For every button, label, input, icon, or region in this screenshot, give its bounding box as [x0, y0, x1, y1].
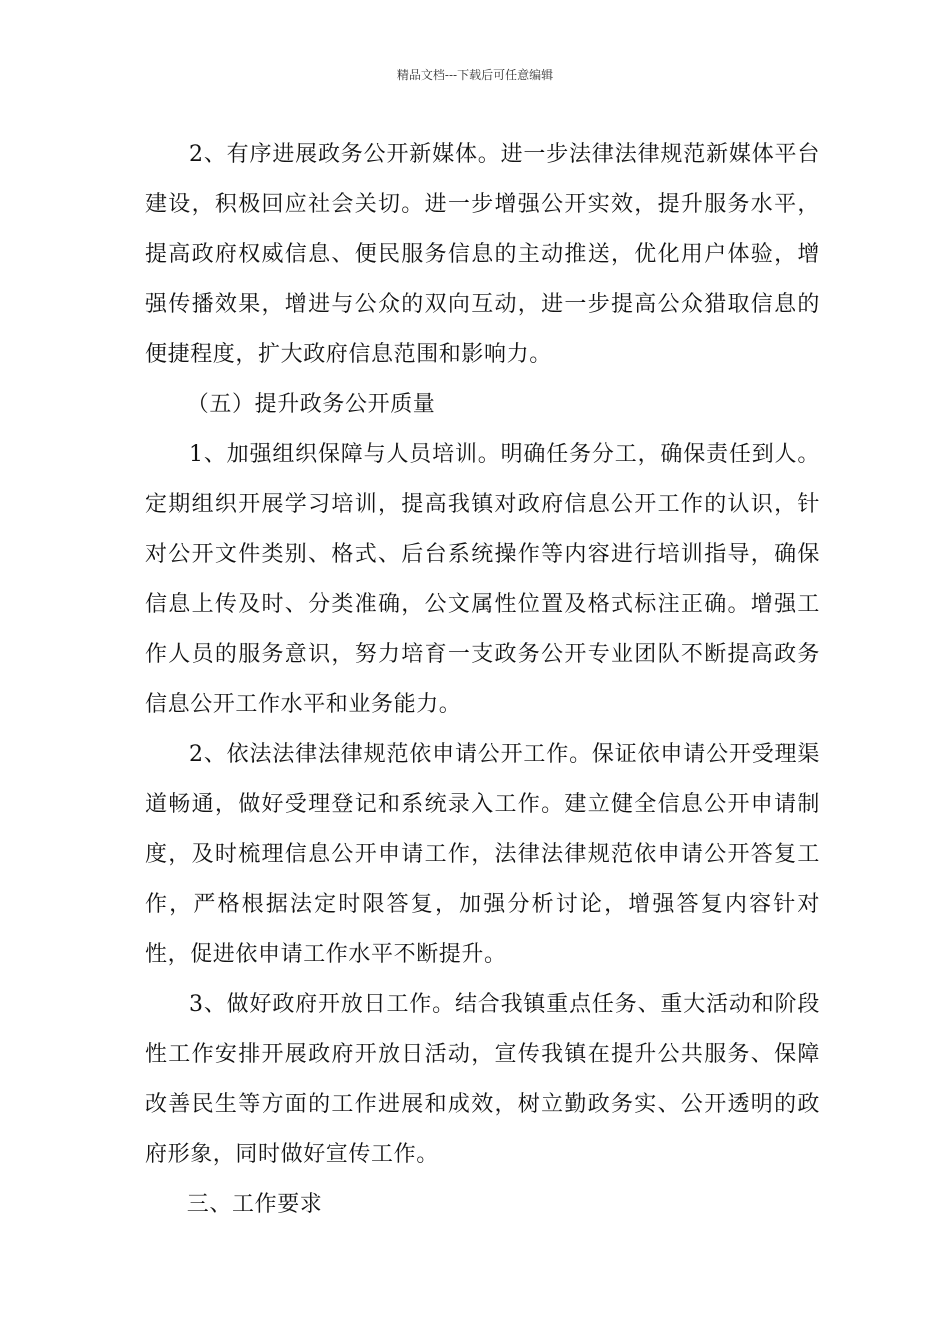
paragraph-new-media: 2、有序进展政务公开新媒体。进一步法律法律规范新媒体平台建设，积极回应社会关切。进一步增强公开实效，提升服务水平，提高政府权威信息、便民服务信息的主动推送，优化用户体验，增强传播效果，增进与公众的双向互动，进一步提高公众猎取信息的便捷程度，扩大政府信息范围和影响力。: [145, 142, 820, 367]
paragraph-training: 1、加强组织保障与人员培训。明确任务分工，确保责任到人。定期组织开展学习培训，提高我镇对政府信息公开工作的认识，针对公开文件类别、格式、后台系统操作等内容进行培训指导，确保信息上传及时、分类准确，公文属性位置及格式标注正确。增强工作人员的服务意识，努力培育一支政务公开专业团队不断提高政务信息公开工作水平和业务能力。: [145, 442, 820, 717]
paragraph-application-disclosure: 2、依法法律法律规范依申请公开工作。保证依申请公开受理渠道畅通，做好受理登记和系统录入工作。建立健全信息公开申请制度，及时梳理信息公开申请工作，法律法律规范依申请公开答复工作，严格根据法定时限答复，加强分析讨论，增强答复内容针对性，促进依申请工作水平不断提升。: [145, 742, 820, 967]
document-body: [145, 130, 820, 1230]
section-heading-requirements: 三、工作要求: [186, 1192, 323, 1217]
page-header: 精品文档---下载后可任意编辑: [396, 68, 554, 82]
paragraph-open-day: 3、做好政府开放日工作。结合我镇重点任务、重大活动和阶段性工作安排开展政府开放日活动，宣传我镇在提升公共服务、保障改善民生等方面的工作进展和成效，树立勤政务实、公开透明的政府形象，同时做好宣传工作。: [145, 992, 820, 1167]
section-heading-quality: （五）提升政务公开质量: [186, 392, 436, 417]
